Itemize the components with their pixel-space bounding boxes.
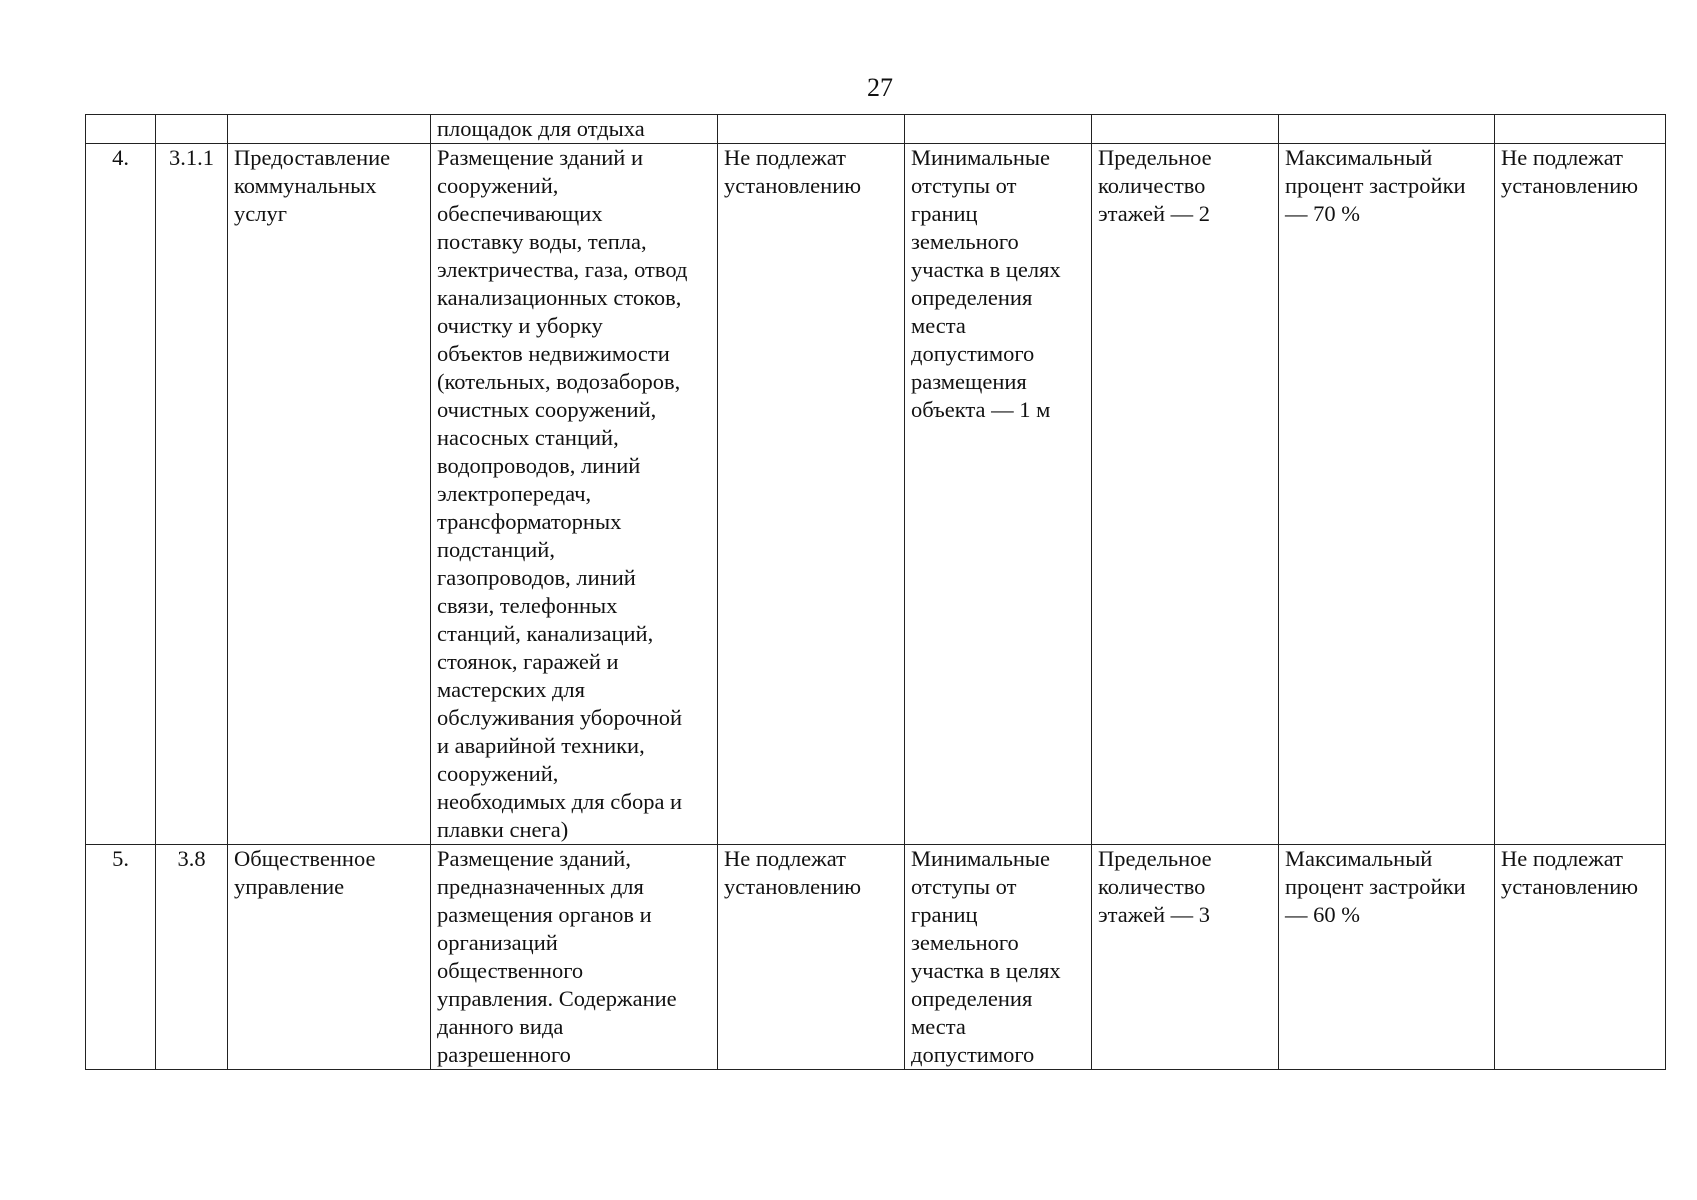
land-use-table	[85, 114, 1666, 1070]
cell-num	[86, 115, 156, 144]
cell-col7: Предельное количество этажей — 3	[1092, 845, 1279, 1070]
cell-col5: Не подлежат установлению	[718, 845, 905, 1070]
table-row-continuation	[86, 115, 1666, 144]
cell-col6	[905, 115, 1092, 144]
cell-num: 4.	[86, 144, 156, 845]
cell-col8: Максимальный процент застройки — 60 %	[1279, 845, 1495, 1070]
table-row	[86, 845, 1666, 1070]
cell-col8	[1279, 115, 1495, 144]
cell-col6: Минимальные отступы от границ земельного участка в целях определения места допустимого	[905, 845, 1092, 1070]
cell-col9	[1495, 115, 1666, 144]
cell-description: Размещение зданий, предназначенных для размещения органов и организаций общественного управления. Содержание данного вида разрешенного	[431, 845, 718, 1070]
table-row	[86, 144, 1666, 845]
cell-col5: Не подлежат установлению	[718, 144, 905, 845]
cell-name: Предоставление коммунальных услуг	[228, 144, 431, 845]
cell-description: Размещение зданий и сооружений, обеспечивающих поставку воды, тепла, электричества, газа, отвод канализационных стоков, очистку и уборку объектов недвижимости (котельных, водозаборов, очистных сооружений, насосных станций, водопроводов, линий электропередач, трансформаторных подстанций, газопроводов, линий связи, телефонных станций, канализаций, стоянок, гаражей и мастерских для обслуживания уборочной и аварийной техники, сооружений, необходимых для сбора и плавки снега)	[431, 144, 718, 845]
cell-col8: Максимальный процент застройки — 70 %	[1279, 144, 1495, 845]
cell-num: 5.	[86, 845, 156, 1070]
cell-col9: Не подлежат установлению	[1495, 144, 1666, 845]
cell-code	[156, 115, 228, 144]
page-number: 27	[867, 73, 893, 102]
cell-name	[228, 115, 431, 144]
cell-code: 3.8	[156, 845, 228, 1070]
cell-col7: Предельное количество этажей — 2	[1092, 144, 1279, 845]
cell-name: Общественное управление	[228, 845, 431, 1070]
cell-col9: Не подлежат установлению	[1495, 845, 1666, 1070]
cell-col7	[1092, 115, 1279, 144]
cell-description: площадок для отдыха	[431, 115, 718, 144]
cell-code: 3.1.1	[156, 144, 228, 845]
cell-col6: Минимальные отступы от границ земельного участка в целях определения места допустимого размещения объекта — 1 м	[905, 144, 1092, 845]
cell-col5	[718, 115, 905, 144]
